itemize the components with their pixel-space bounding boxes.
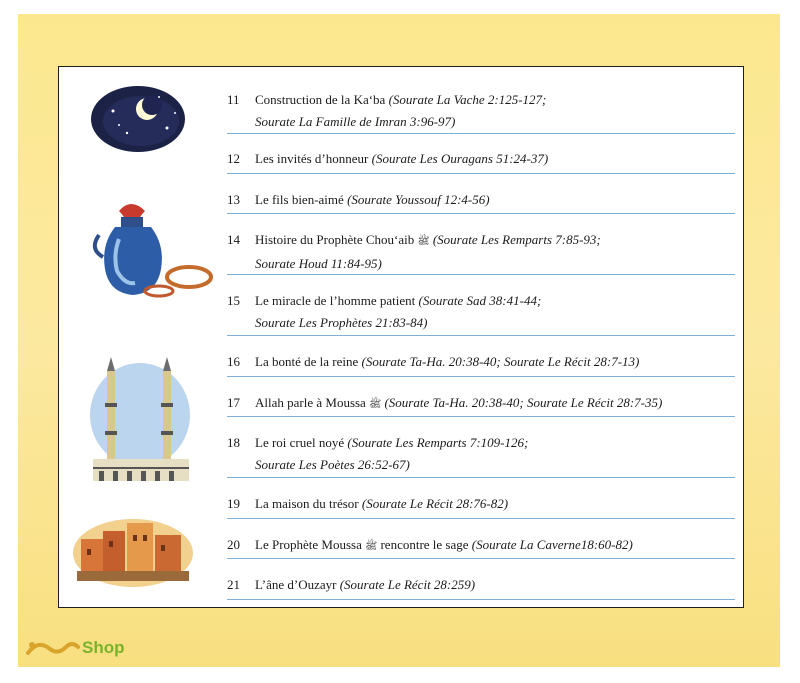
entry-title: Le fils bien-aimé — [255, 192, 344, 207]
entry-title: La maison du trésor — [255, 496, 359, 511]
entry-number: 21 — [227, 577, 240, 592]
entry-reference: (Sourate Les Remparts 7:109-126; — [347, 435, 529, 450]
toc-entry-14 — [227, 229, 735, 275]
toc-entry-15 — [227, 290, 735, 336]
moon-night-illustration — [89, 83, 187, 155]
entry-reference-line2: Sourate La Famille de Imran 3:96-97) — [255, 114, 456, 129]
toc-entry-18 — [227, 432, 735, 478]
entry-number: 20 — [227, 537, 240, 552]
entry-title: Construction de la Ka‘ba — [255, 92, 386, 107]
entry-reference-line2: Sourate Les Prophètes 21:83-84) — [255, 315, 428, 330]
entry-reference: (Sourate Sad 38:41-44; — [418, 293, 542, 308]
entry-number: 11 — [227, 92, 240, 107]
entry-reference: (Sourate Youssouf 12:4-56) — [347, 192, 490, 207]
entry-reference-line2: Sourate Les Poètes 26:52-67) — [255, 457, 410, 472]
shop-logo — [24, 636, 125, 660]
entry-reference: (Sourate Ta-Ha. 20:38-40; Sourate Le Récit 28:7-35) — [384, 395, 663, 410]
entry-title: Les invités d’honneur — [255, 151, 369, 166]
honorific-glyph: ﷺ — [369, 399, 382, 410]
entry-number: 18 — [227, 435, 240, 450]
entry-reference: (Sourate La Caverne18:60-82) — [471, 537, 633, 552]
entry-number: 16 — [227, 354, 240, 369]
entry-reference-line2: Sourate Houd 11:84-95) — [255, 256, 382, 271]
entry-title: Le miracle de l’homme patient — [255, 293, 416, 308]
toc-entry-21 — [227, 574, 735, 600]
entry-reference: (Sourate La Vache 2:125-127; — [388, 92, 547, 107]
entry-number: 15 — [227, 293, 240, 308]
entry-reference: (Sourate Ta-Ha. 20:38-40; Sourate Le Récit 28:7-13) — [361, 354, 640, 369]
entry-title: Histoire du Prophète Chou‘aib — [255, 232, 415, 247]
entry-number: 17 — [227, 395, 240, 410]
entry-reference: (Sourate Les Ouragans 51:24-37) — [371, 151, 549, 166]
entry-title-continued: rencontre le sage — [380, 537, 469, 552]
toc-entry-11 — [227, 89, 735, 134]
entry-number: 12 — [227, 151, 240, 166]
entry-title: La bonté de la reine — [255, 354, 359, 369]
village-illustration — [71, 515, 195, 589]
honorific-glyph: ﷺ — [365, 541, 378, 552]
swirl-logo-icon — [24, 637, 80, 659]
contents-panel — [58, 66, 744, 608]
toc-entry-19 — [227, 493, 735, 519]
entry-title: Le roi cruel noyé — [255, 435, 345, 450]
entry-title: Allah parle à Moussa — [255, 395, 366, 410]
entry-reference: (Sourate Les Remparts 7:85-93; — [432, 232, 601, 247]
entry-number: 19 — [227, 496, 240, 511]
toc-entry-16 — [227, 351, 735, 377]
toc-entry-12 — [227, 148, 735, 174]
honorific-glyph: ﷺ — [417, 236, 430, 247]
entry-reference: (Sourate Le Récit 28:76-82) — [361, 496, 509, 511]
entry-number: 13 — [227, 192, 240, 207]
vase-bracelet-illustration — [85, 195, 221, 307]
entry-reference: (Sourate Le Récit 28:259) — [339, 577, 476, 592]
logo-text: Shop — [82, 638, 125, 657]
entry-number: 14 — [227, 232, 240, 247]
entry-title: Le Prophète Moussa — [255, 537, 362, 552]
minarets-illustration — [85, 355, 195, 487]
toc-entry-13 — [227, 189, 735, 214]
entry-title: L’âne d’Ouzayr — [255, 577, 337, 592]
toc-entry-20 — [227, 534, 735, 559]
toc-entry-17 — [227, 392, 735, 417]
